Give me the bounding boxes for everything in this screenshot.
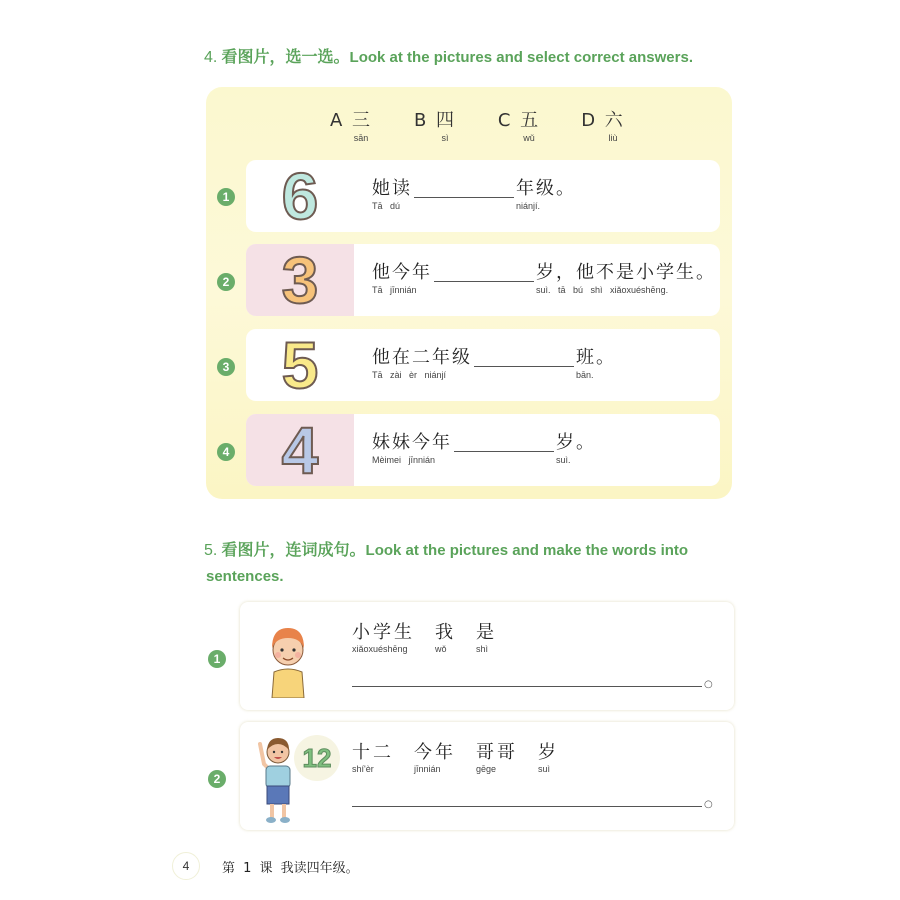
- sentence-pinyin: Tā dú: [372, 201, 401, 211]
- word-pinyin: xiǎoxuéshēng: [352, 644, 408, 654]
- item-number-badge: 3: [217, 358, 235, 376]
- choice-letter: C: [497, 110, 513, 131]
- sentence: [372, 262, 716, 296]
- boy-illustration-icon: [266, 622, 310, 698]
- word-bank: [352, 742, 559, 774]
- word-hanzi: 是: [476, 622, 497, 643]
- answer-blank[interactable]: [454, 432, 554, 452]
- digit-picture: [246, 414, 354, 486]
- question-row-2: [246, 244, 720, 316]
- heading-english: Look at the pictures and make the words into: [365, 542, 689, 559]
- choice-hanzi: 五: [520, 110, 541, 131]
- sentence-pinyin: suì.: [556, 455, 571, 465]
- word-pinyin: gēge: [476, 764, 497, 774]
- choice-hanzi: 六: [604, 110, 625, 131]
- exercise-5-heading: [204, 537, 744, 590]
- word-hanzi: 小学生: [352, 622, 415, 643]
- answer-blank[interactable]: [414, 178, 514, 198]
- choice-pinyin: sān: [353, 133, 369, 143]
- age-number-picture: 12: [294, 735, 340, 781]
- sentence-pinyin: Mèimei jīnnián: [372, 455, 436, 465]
- answer-line[interactable]: [352, 686, 702, 687]
- item-number-badge: 2: [208, 770, 226, 788]
- word-hanzi: 今年: [414, 742, 456, 763]
- boy-waving-illustration-icon: [256, 734, 300, 826]
- sentence: [372, 347, 616, 381]
- word-pinyin: suì: [538, 764, 551, 774]
- choice-a: [326, 106, 376, 143]
- answer-blank[interactable]: [474, 347, 574, 367]
- digit-four: 4: [281, 413, 319, 487]
- answer-choices: [326, 106, 628, 143]
- word-pinyin: shí'èr: [352, 764, 374, 774]
- word-pinyin: wǒ: [435, 644, 447, 654]
- item-number-badge: 1: [208, 650, 226, 668]
- answer-blank[interactable]: [434, 262, 534, 282]
- page-footer: [172, 852, 359, 880]
- choice-b: [410, 106, 460, 143]
- exercise-number: 4.: [204, 49, 218, 66]
- choice-letter: D: [581, 110, 598, 131]
- period-mark: ○: [704, 799, 713, 810]
- heading-english-continued: sentences.: [206, 568, 284, 585]
- exercise-number: 5.: [204, 542, 218, 559]
- choice-letter: B: [413, 110, 429, 131]
- question-row-3: [246, 329, 720, 401]
- sentence-pinyin: bān.: [576, 370, 594, 380]
- sentence-hanzi: 年级。: [516, 178, 576, 199]
- choice-c: [494, 106, 544, 143]
- sentence-hanzi: 岁，他不是小学生。: [536, 262, 716, 283]
- word-hanzi: 岁: [538, 742, 559, 763]
- question-row-1: [246, 160, 720, 232]
- digit-picture: [246, 329, 354, 401]
- page-number: 4: [172, 852, 200, 880]
- heading-chinese: 看图片，选一选。: [221, 47, 350, 66]
- choice-pinyin: sì: [441, 133, 449, 143]
- word-pinyin: jīnnián: [414, 764, 441, 774]
- word-bank: [352, 622, 497, 654]
- choice-letter: A: [329, 110, 345, 131]
- sentence: [372, 432, 596, 466]
- lesson-title: 第 1 课 我读四年级。: [222, 860, 359, 876]
- digit-picture: [246, 160, 354, 232]
- sentence-pinyin: Tā jīnnián: [372, 285, 417, 295]
- word-pinyin: shì: [476, 644, 489, 654]
- sentence: [372, 178, 576, 212]
- item-number-badge: 4: [217, 443, 235, 461]
- choice-pinyin: wǔ: [523, 133, 535, 143]
- digit-picture: [246, 244, 354, 316]
- choice-hanzi: 三: [352, 110, 373, 131]
- exercise-4-heading: [204, 44, 693, 71]
- sentence-hanzi: 岁。: [556, 432, 596, 453]
- question-row-4: [246, 414, 720, 486]
- item-number-badge: 1: [217, 188, 235, 206]
- digit-five: 5: [281, 328, 319, 402]
- choice-pinyin: liù: [608, 133, 618, 143]
- choice-hanzi: 四: [436, 110, 457, 131]
- sentence-pinyin: niánjí.: [516, 201, 541, 211]
- digit-three: 3: [281, 243, 319, 317]
- word-hanzi: 十二: [352, 742, 394, 763]
- item-number-badge: 2: [217, 273, 235, 291]
- sentence-hanzi: 他今年: [372, 262, 432, 283]
- sentence-hanzi: 她读: [372, 178, 412, 199]
- word-hanzi: 我: [435, 622, 456, 643]
- heading-english: Look at the pictures and select correct answers.: [349, 49, 693, 66]
- sentence-hanzi: 班。: [576, 347, 616, 368]
- period-mark: ○: [704, 679, 713, 690]
- sentence-hanzi: 妹妹今年: [372, 432, 452, 453]
- heading-chinese: 看图片，连词成句。: [221, 540, 366, 559]
- answer-line[interactable]: [352, 806, 702, 807]
- sentence-hanzi: 他在二年级: [372, 347, 472, 368]
- sentence-pinyin: Tā zài èr niánjí: [372, 370, 447, 380]
- sentence-card-1: [240, 602, 734, 710]
- choice-d: [578, 106, 628, 143]
- digit-six: 6: [281, 159, 319, 233]
- word-hanzi: 哥哥: [476, 742, 518, 763]
- sentence-pinyin: suì. tā bú shì xiǎoxuéshēng.: [536, 285, 669, 295]
